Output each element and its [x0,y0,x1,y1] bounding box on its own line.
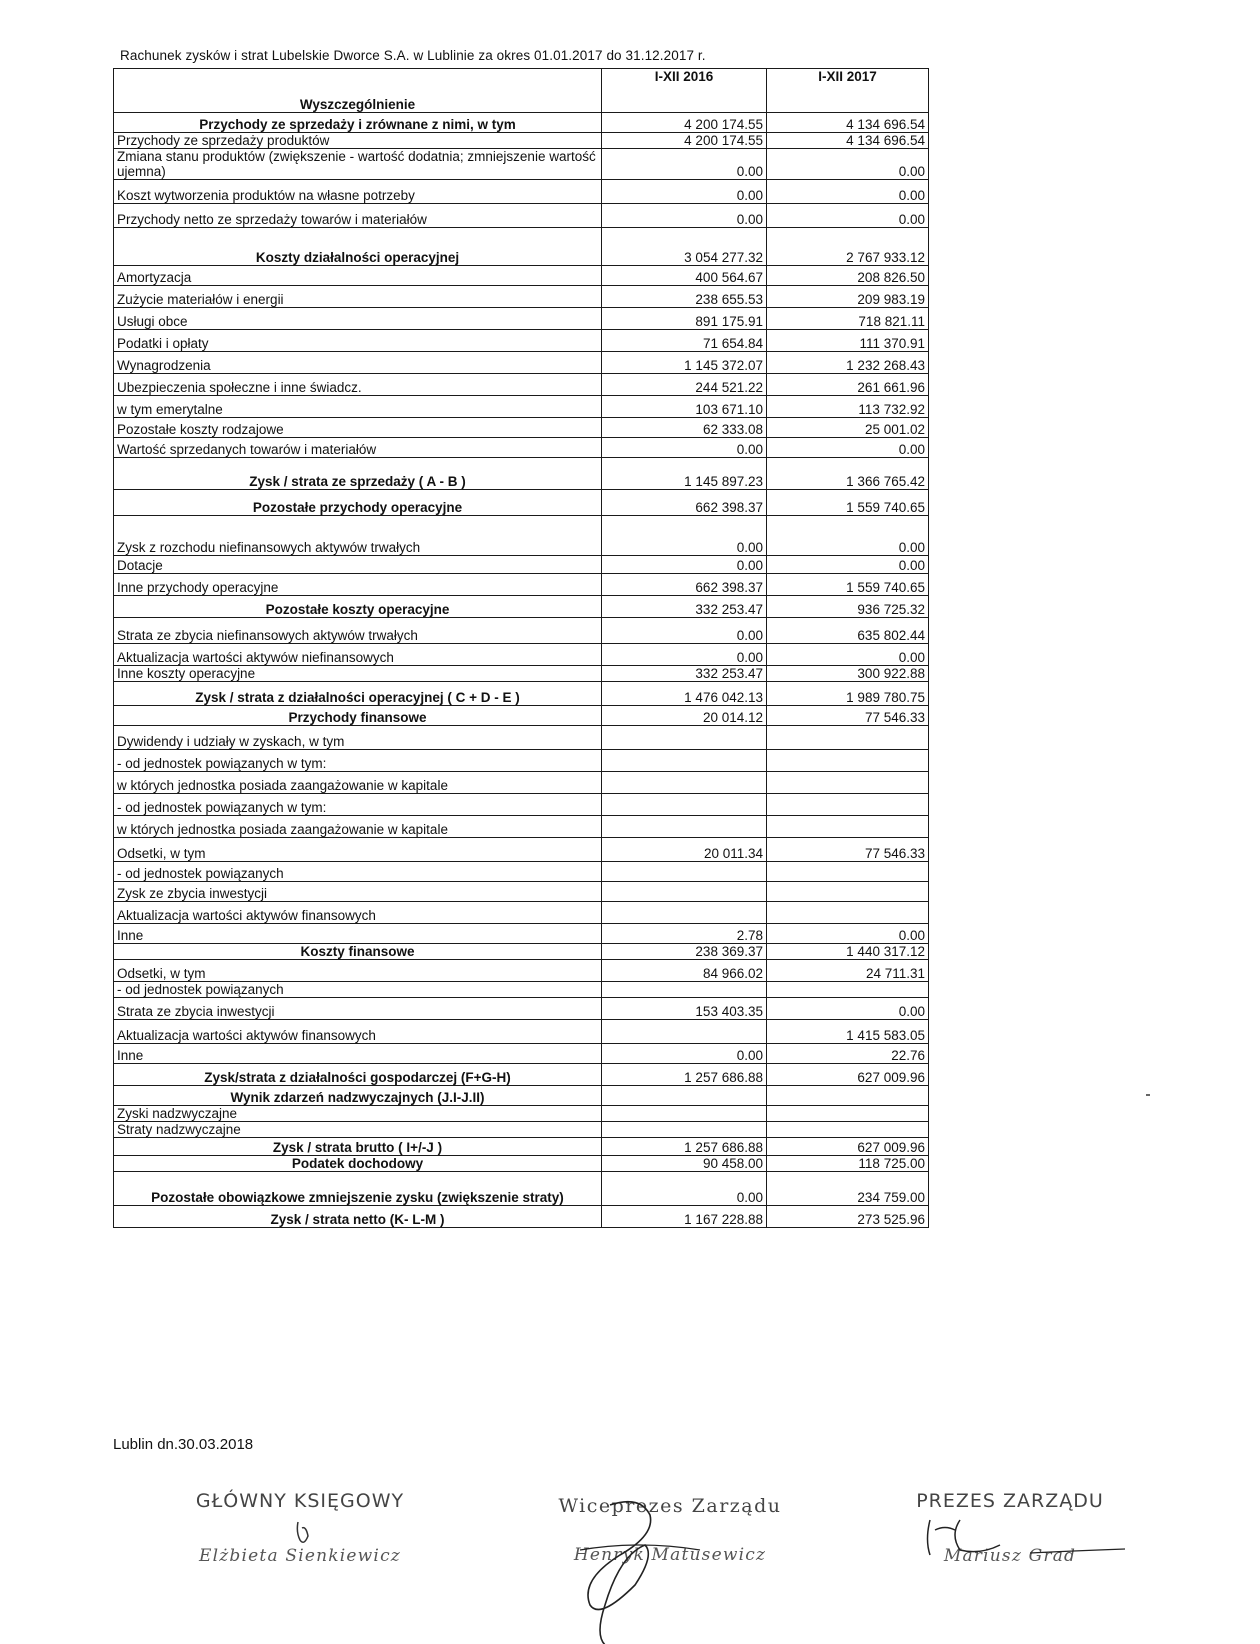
value-2016: 20 014.12 [602,706,767,726]
row-label: Koszty działalności operacyjnej [114,228,602,266]
table-row [114,438,929,458]
value-2017: 635 802.44 [767,618,929,644]
value-2017: 0.00 [767,204,929,228]
table-row [114,924,929,944]
table-row [114,266,929,286]
value-2016: 238 655.53 [602,286,767,308]
row-label: Zysk / strata z działalności operacyjnej ( C + D - E ) [114,682,602,706]
value-2016: 20 011.34 [602,838,767,862]
document-title: Rachunek zysków i strat Lubelskie Dworce S.A. w Lublinie za okres 01.01.2017 do 31.12.2017 r. [120,48,706,63]
table-row [114,1106,929,1122]
row-label: Wartość sprzedanych towarów i materiałów [114,438,602,458]
row-label: Wynik zdarzeń nadzwyczajnych (J.I-J.II) [114,1086,602,1106]
row-label: Zysk / strata netto (K- L-M ) [114,1206,602,1228]
value-2017 [767,1086,929,1106]
table-row [114,133,929,149]
value-2017 [767,750,929,772]
row-label: Zysk z rozchodu niefinansowych aktywów trwałych [114,516,602,556]
value-2016: 103 671.10 [602,396,767,418]
value-2017: 4 134 696.54 [767,113,929,133]
table-row [114,1206,929,1228]
value-2017: 0.00 [767,644,929,666]
row-label: Pozostałe obowiązkowe zmniejszenie zysku (zwiększenie straty) [114,1172,602,1206]
value-2017: 0.00 [767,149,929,180]
value-2017: 0.00 [767,998,929,1020]
table-row [114,862,929,882]
value-2016: 0.00 [602,516,767,556]
value-2016 [602,1020,767,1044]
value-2016 [602,1086,767,1106]
table-row [114,596,929,618]
value-2016: 0.00 [602,618,767,644]
value-2017: 627 009.96 [767,1138,929,1156]
row-label: Odsetki, w tym [114,960,602,982]
value-2017: 1 440 317.12 [767,944,929,960]
row-label: Strata ze zbycia niefinansowych aktywów trwałych [114,618,602,644]
table-row [114,882,929,902]
value-2016: 71 654.84 [602,330,767,352]
table-row [114,682,929,706]
value-2016 [602,862,767,882]
row-label: w których jednostka posiada zaangażowanie w kapitale [114,816,602,838]
value-2017: 0.00 [767,180,929,204]
value-2017 [767,726,929,750]
table-row [114,1064,929,1086]
handwritten-signature [540,1495,800,1635]
value-2017 [767,772,929,794]
table-row [114,330,929,352]
value-2017: 118 725.00 [767,1156,929,1172]
value-2017: 77 546.33 [767,706,929,726]
value-2016: 0.00 [602,438,767,458]
value-2016 [602,772,767,794]
value-2017: 25 001.02 [767,418,929,438]
value-2016: 4 200 174.55 [602,113,767,133]
row-label: Ubezpieczenia społeczne i inne świadcz. [114,374,602,396]
row-label: Koszt wytworzenia produktów na własne potrzeby [114,180,602,204]
value-2017: 1 989 780.75 [767,682,929,706]
row-label: Dotacje [114,556,602,574]
value-2017: 273 525.96 [767,1206,929,1228]
value-2016: 62 333.08 [602,418,767,438]
value-2016: 3 054 277.32 [602,228,767,266]
table-row [114,644,929,666]
row-label: w których jednostka posiada zaangażowanie w kapitale [114,772,602,794]
value-2016: 2.78 [602,924,767,944]
table-row [114,308,929,330]
table-row [114,490,929,516]
row-label: Zysk/strata z działalności gospodarczej (F+G-H) [114,1064,602,1086]
signature-name: Mariusz Grad [943,1546,1077,1566]
table-row [114,228,929,266]
value-2016 [602,794,767,816]
table-row [114,396,929,418]
signature-name: Henryk Matusewicz [573,1545,767,1565]
row-label: Przychody ze sprzedaży produktów [114,133,602,149]
value-2017: 209 983.19 [767,286,929,308]
value-2016: 1 257 686.88 [602,1138,767,1156]
value-2016: 0.00 [602,644,767,666]
table-row [114,204,929,228]
header-col-2016: I-XII 2016 [602,69,767,113]
value-2017: 1 366 765.42 [767,458,929,490]
row-label: Aktualizacja wartości aktywów finansowych [114,902,602,924]
value-2017: 300 922.88 [767,666,929,682]
row-label: Aktualizacja wartości aktywów finansowych [114,1020,602,1044]
table-row [114,726,929,750]
table-row [114,772,929,794]
table-row [114,113,929,133]
value-2017 [767,1106,929,1122]
row-label: Zysk / strata brutto ( I+/-J ) [114,1138,602,1156]
handwritten-signature [170,1490,430,1580]
value-2017: 111 370.91 [767,330,929,352]
table-row [114,750,929,772]
table-row [114,556,929,574]
table-row [114,418,929,438]
table-row [114,944,929,960]
table-row [114,816,929,838]
row-label: - od jednostek powiązanych w tym: [114,794,602,816]
table-row [114,960,929,982]
value-2016: 662 398.37 [602,574,767,596]
header-description: Wyszczególnienie [114,69,602,113]
row-label: Pozostałe koszty operacyjne [114,596,602,618]
table-row [114,706,929,726]
place-date: Lublin dn.30.03.2018 [113,1436,254,1453]
table-row [114,1172,929,1206]
value-2017: 261 661.96 [767,374,929,396]
row-label: Przychody finansowe [114,706,602,726]
value-2016 [602,982,767,998]
signature-vice-president [540,1495,800,1635]
value-2016 [602,882,767,902]
row-label: Zysk / strata ze sprzedaży ( A - B ) [114,458,602,490]
row-label: - od jednostek powiązanych [114,982,602,998]
value-2017 [767,902,929,924]
table-row [114,1138,929,1156]
row-label: Pozostałe przychody operacyjne [114,490,602,516]
value-2016: 244 521.22 [602,374,767,396]
value-2017: 4 134 696.54 [767,133,929,149]
row-label: Amortyzacja [114,266,602,286]
value-2016: 1 145 897.23 [602,458,767,490]
handwritten-signature [880,1490,1140,1590]
table-row [114,574,929,596]
row-label: Odsetki, w tym [114,838,602,862]
value-2016 [602,726,767,750]
row-label: Inne [114,924,602,944]
value-2016: 1 257 686.88 [602,1064,767,1086]
value-2016: 153 403.35 [602,998,767,1020]
value-2016: 238 369.37 [602,944,767,960]
value-2016: 1 476 042.13 [602,682,767,706]
row-label: Zużycie materiałów i energii [114,286,602,308]
value-2016: 1 145 372.07 [602,352,767,374]
table-row [114,1122,929,1138]
value-2016 [602,1122,767,1138]
table-row [114,1044,929,1064]
signature-chief-accountant [170,1490,430,1580]
value-2017 [767,794,929,816]
signature-role: GŁÓWNY KSIĘGOWY [195,1490,405,1512]
value-2017: 0.00 [767,516,929,556]
value-2016: 400 564.67 [602,266,767,286]
value-2017: 113 732.92 [767,396,929,418]
table-row [114,286,929,308]
row-label: Koszty finansowe [114,944,602,960]
scan-mark [1146,1094,1150,1096]
signature-role: Wiceprezes Zarządu [558,1495,782,1517]
value-2016 [602,750,767,772]
value-2017: 1 559 740.65 [767,574,929,596]
income-statement-table [113,68,929,1228]
table-row [114,149,929,180]
value-2016: 891 175.91 [602,308,767,330]
row-label: Zmiana stanu produktów (zwiększenie - wartość dodatnia; zmniejszenie wartość ujemna) [114,149,602,180]
value-2017: 1 415 583.05 [767,1020,929,1044]
row-label: Usługi obce [114,308,602,330]
value-2017 [767,1122,929,1138]
value-2017: 234 759.00 [767,1172,929,1206]
value-2017: 0.00 [767,438,929,458]
row-label: Wynagrodzenia [114,352,602,374]
table-row [114,1020,929,1044]
signature-role: PREZES ZARZĄDU [916,1490,1104,1512]
table-row [114,666,929,682]
value-2016: 0.00 [602,1172,767,1206]
row-label: Przychody netto ze sprzedaży towarów i materiałów [114,204,602,228]
value-2017: 22.76 [767,1044,929,1064]
table-row [114,180,929,204]
value-2016: 4 200 174.55 [602,133,767,149]
row-label: Inne [114,1044,602,1064]
value-2016: 332 253.47 [602,666,767,682]
table-row [114,352,929,374]
row-label: Przychody ze sprzedaży i zrównane z nimi, w tym [114,113,602,133]
value-2017: 208 826.50 [767,266,929,286]
table-row [114,1156,929,1172]
row-label: Zysk ze zbycia inwestycji [114,882,602,902]
value-2017: 2 767 933.12 [767,228,929,266]
value-2017: 627 009.96 [767,1064,929,1086]
table-row [114,516,929,556]
row-label: - od jednostek powiązanych w tym: [114,750,602,772]
value-2017: 718 821.11 [767,308,929,330]
value-2016: 90 458.00 [602,1156,767,1172]
value-2017: 1 232 268.43 [767,352,929,374]
value-2017 [767,882,929,902]
value-2016: 84 966.02 [602,960,767,982]
row-label: Zyski nadzwyczajne [114,1106,602,1122]
table-row [114,982,929,998]
row-label: Pozostałe koszty rodzajowe [114,418,602,438]
table-row [114,458,929,490]
row-label: Podatek dochodowy [114,1156,602,1172]
row-label: Dywidendy i udziały w zyskach, w tym [114,726,602,750]
value-2016: 0.00 [602,1044,767,1064]
value-2016: 0.00 [602,556,767,574]
row-label: Inne przychody operacyjne [114,574,602,596]
table-row [114,998,929,1020]
table-row [114,838,929,862]
value-2017: 0.00 [767,556,929,574]
table-row [114,1086,929,1106]
row-label: Aktualizacja wartości aktywów niefinansowych [114,644,602,666]
value-2017: 77 546.33 [767,838,929,862]
table-row [114,618,929,644]
value-2017: 936 725.32 [767,596,929,618]
signature-name: Elżbieta Sienkiewicz [199,1546,401,1566]
value-2016 [602,902,767,924]
value-2016: 1 167 228.88 [602,1206,767,1228]
value-2016: 0.00 [602,180,767,204]
header-col-2017: I-XII 2017 [767,69,929,113]
row-label: - od jednostek powiązanych [114,862,602,882]
row-label: Strata ze zbycia inwestycji [114,998,602,1020]
value-2016 [602,816,767,838]
value-2017: 0.00 [767,924,929,944]
value-2016: 332 253.47 [602,596,767,618]
table-row [114,794,929,816]
row-label: Straty nadzwyczajne [114,1122,602,1138]
value-2017: 1 559 740.65 [767,490,929,516]
signature-president [880,1490,1140,1590]
value-2017 [767,982,929,998]
row-label: w tym emerytalne [114,396,602,418]
value-2017: 24 711.31 [767,960,929,982]
table-header-row [114,69,929,113]
value-2016: 0.00 [602,204,767,228]
row-label: Inne koszty operacyjne [114,666,602,682]
table-row [114,902,929,924]
value-2016: 0.00 [602,149,767,180]
value-2017 [767,816,929,838]
value-2016: 662 398.37 [602,490,767,516]
value-2017 [767,862,929,882]
row-label: Podatki i opłaty [114,330,602,352]
value-2016 [602,1106,767,1122]
table-row [114,374,929,396]
